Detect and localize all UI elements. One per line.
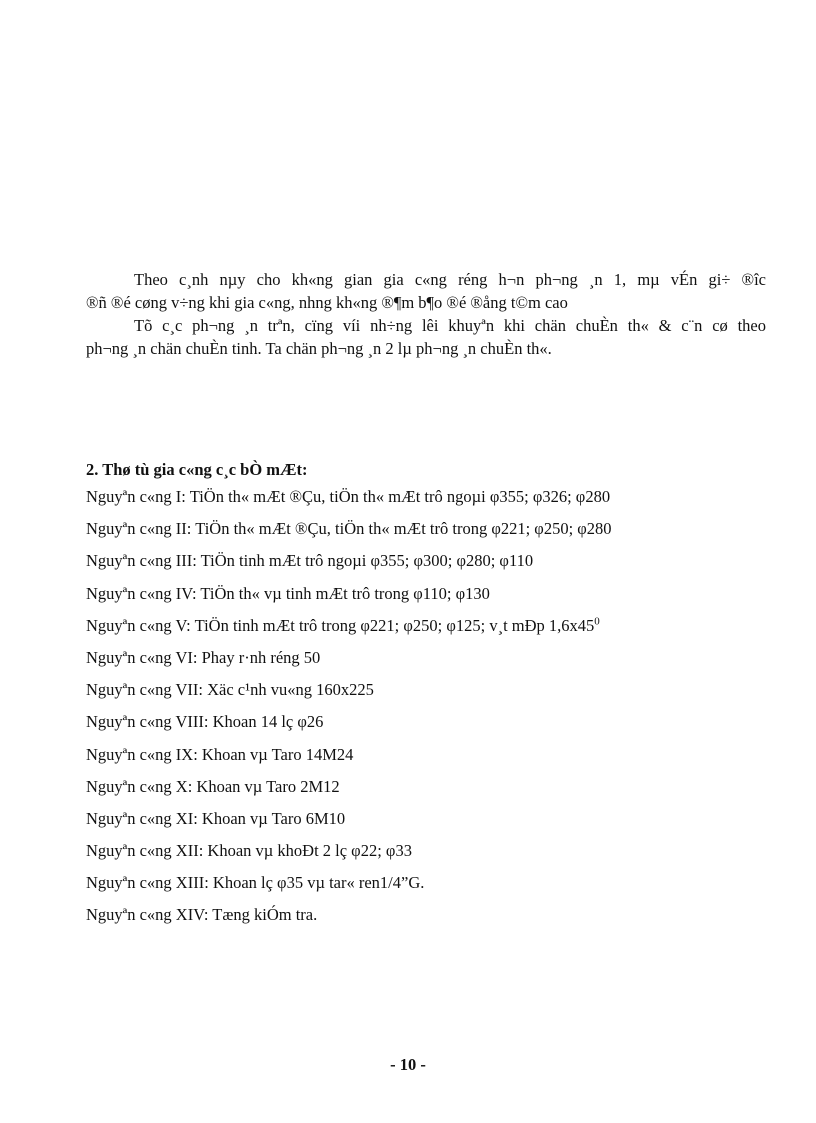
paragraph-line: Theo c¸nh nµy cho kh«ng gian gia c«ng réng h¬n ph¬ng ¸n 1, mµ vÉn gi÷ ®îc	[134, 270, 766, 289]
operation-item: Nguyªn c«ng III: TiÖn tinh mÆt trô ngoµi φ355; φ300; φ280; φ110	[86, 551, 534, 571]
operation-item: Nguyªn c«ng XI: Khoan vµ Taro 6M10	[86, 808, 346, 828]
operation-item: Nguyªn c«ng II: TiÖn th« mÆt ®Çu, tiÖn th« mÆt trô trong φ221; φ250; φ280	[86, 519, 612, 539]
operations-list	[86, 486, 766, 937]
operation-item: Nguyªn c«ng XII: Khoan vµ khoÐt 2 lç φ22; φ33	[86, 841, 412, 861]
page-number: - 10 -	[390, 1055, 426, 1074]
operation-item: Nguyªn c«ng X: Khoan vµ Taro 2M12	[86, 776, 340, 796]
operation-item: Nguyªn c«ng V: TiÖn tinh mÆt trô trong φ221; φ250; φ125; v¸t mÐp $1,6x45^0$	[86, 615, 600, 635]
paragraph-fixture-option	[86, 268, 766, 314]
operation-item: Nguyªn c«ng VII: Xäc c¹nh vu«ng 160x225	[86, 680, 374, 700]
paragraph-conclusion	[86, 314, 766, 360]
paragraph-line: ph¬ng ¸n chän chuÈn tinh. Ta chän ph¬ng ¸n 2 lµ ph¬ng ¸n chuÈn th«.	[86, 339, 552, 358]
operation-item: Nguyªn c«ng VIII: Khoan 14 lç φ26	[86, 712, 324, 732]
operation-item: Nguyªn c«ng I: TiÖn th« mÆt ®Çu, tiÖn th« mÆt trô ngoµi φ355; φ326; φ280	[86, 487, 611, 506]
section-heading: 2. Thø tù gia c«ng c¸c bÒ mÆt:	[86, 460, 308, 479]
operation-item: Nguyªn c«ng IX: Khoan vµ Taro 14M24	[86, 744, 354, 764]
degree-superscript: 0	[594, 615, 600, 628]
paragraph-line: ®ñ ®é cøng v÷ng khi gia c«ng, nhng kh«ng ®¶m b¶o ®é ®ång t©m cao	[86, 293, 568, 312]
operation-item: Nguyªn c«ng XIII: Khoan lç φ35 vµ tar« ren1/4”G.	[86, 873, 425, 893]
operation-item: Nguyªn c«ng XIV: Tæng kiÓm tra.	[86, 905, 318, 925]
paragraph-line: Tõ c¸c ph¬ng ¸n trªn, cïng víi nh÷ng lêi khuyªn khi chän chuÈn th« & c¨n cø theo	[134, 316, 766, 335]
operation-item: Nguyªn c«ng IV: TiÖn th« vµ tinh mÆt trô trong φ110; φ130	[86, 583, 490, 603]
operation-item: Nguyªn c«ng VI: Phay r·nh réng 50	[86, 647, 321, 667]
